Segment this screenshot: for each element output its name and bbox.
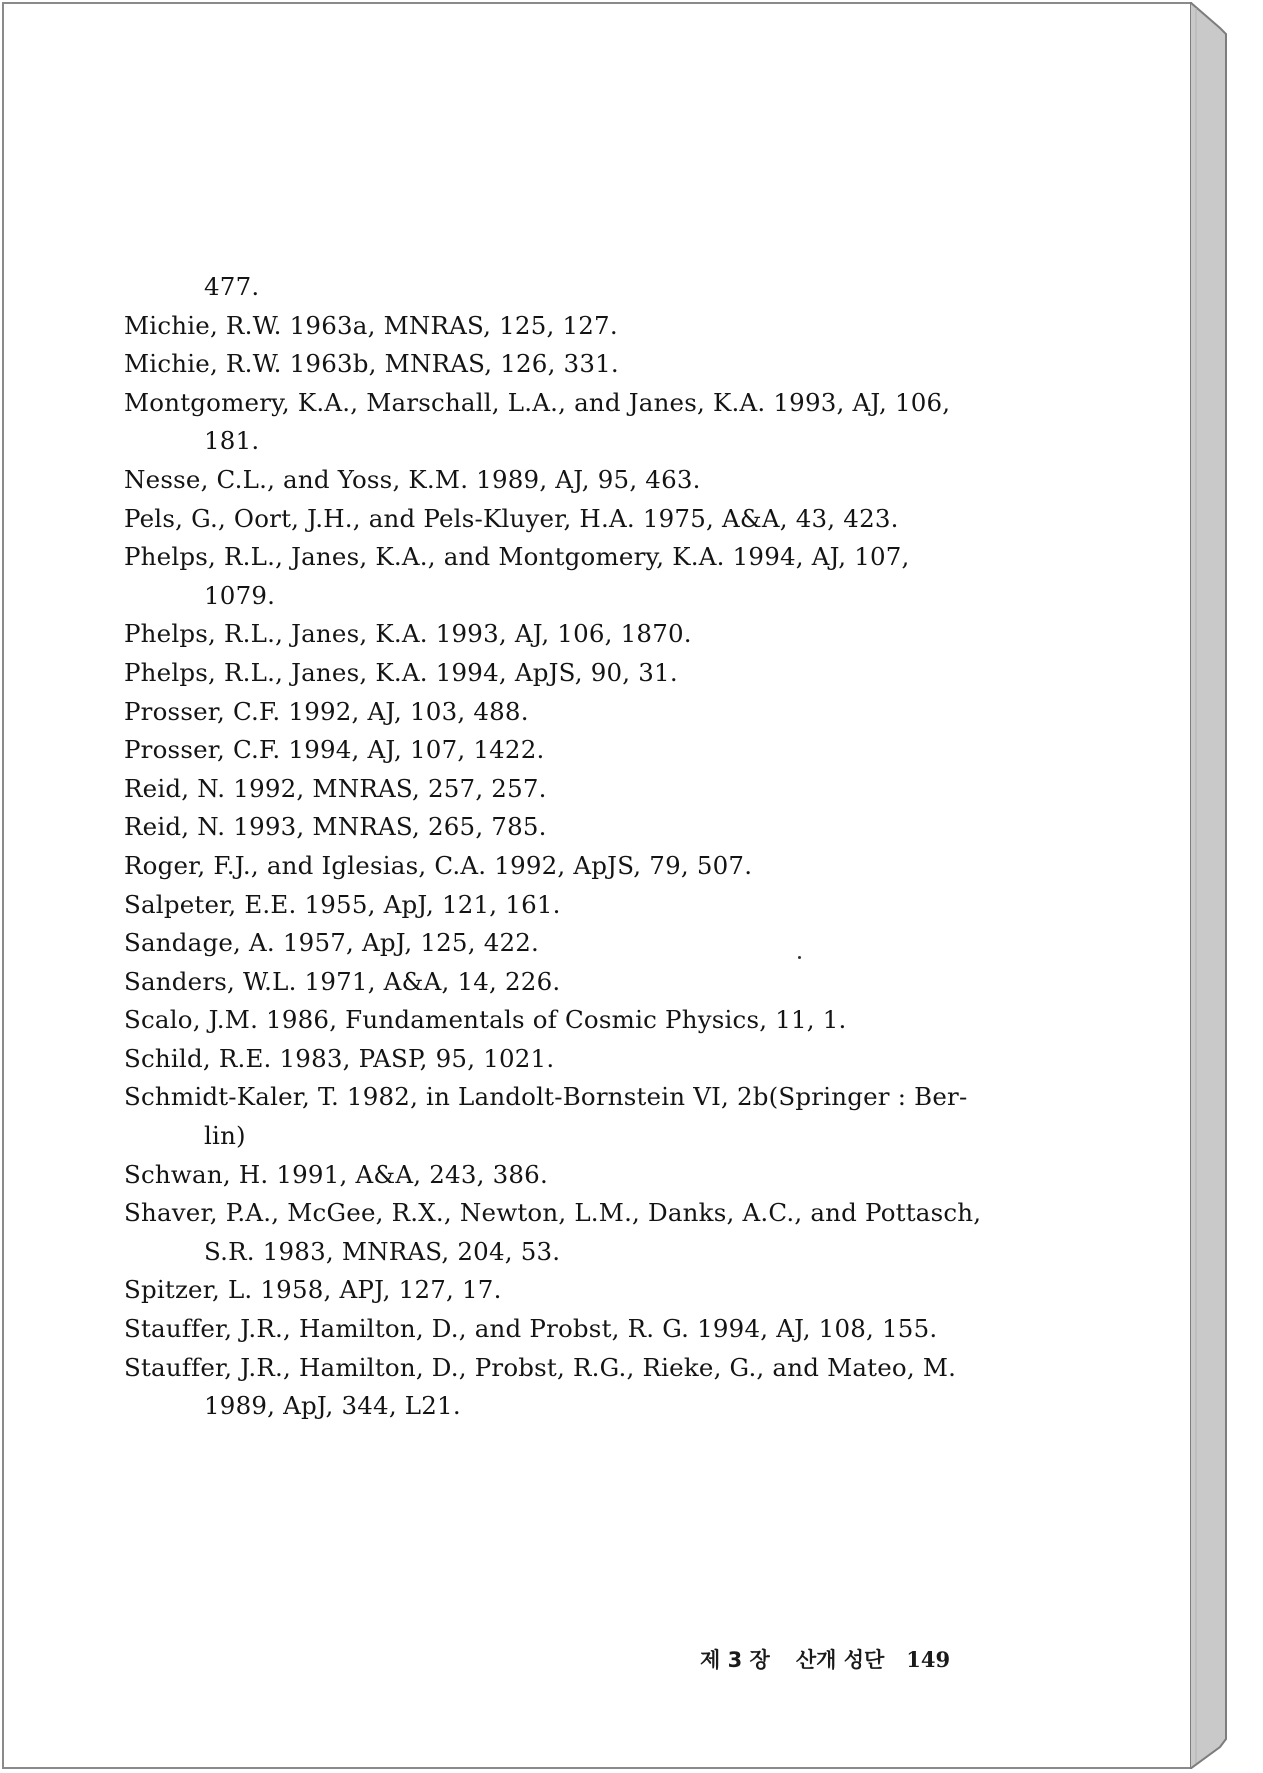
reference-entry: [124, 1271, 1004, 1310]
reference-line: Salpeter, E.E. 1955, ApJ, 121, 161.: [124, 889, 561, 919]
reference-entry: [124, 1349, 1004, 1426]
running-footer: [700, 1644, 950, 1674]
reference-entry: [124, 384, 1004, 461]
reference-entry: [124, 654, 1004, 693]
reference-continuation-line: S.R. 1983, MNRAS, 204, 53.: [204, 1236, 561, 1266]
reference-entry: [124, 770, 1004, 809]
reference-line: Spitzer, L. 1958, APJ, 127, 17.: [124, 1275, 502, 1305]
reference-continuation-line: 181.: [204, 426, 260, 456]
reference-line: Schwan, H. 1991, A&A, 243, 386.: [124, 1159, 548, 1189]
reference-continuation-line: 1989, ApJ, 344, L21.: [204, 1391, 461, 1421]
reference-entry: [124, 886, 1004, 925]
reference-entry: [124, 808, 1004, 847]
reference-line: Reid, N. 1992, MNRAS, 257, 257.: [124, 773, 547, 803]
reference-line: Reid, N. 1993, MNRAS, 265, 785.: [124, 812, 547, 842]
reference-line: Stauffer, J.R., Hamilton, D., Probst, R.G., Rieke, G., and Mateo, M.: [124, 1352, 957, 1382]
reference-list: [124, 268, 1004, 1426]
reference-line: Phelps, R.L., Janes, K.A. 1993, AJ, 106, 1870.: [124, 619, 692, 649]
reference-line: Sandage, A. 1957, ApJ, 125, 422.: [124, 928, 540, 958]
reference-line: Scalo, J.M. 1986, Fundamentals of Cosmic Physics, 11, 1.: [124, 1005, 847, 1035]
reference-entry: [124, 1040, 1004, 1079]
reference-entry: [124, 538, 1004, 615]
reference-line: Schild, R.E. 1983, PASP, 95, 1021.: [124, 1043, 555, 1073]
print-speck: [798, 956, 801, 959]
reference-line: Prosser, C.F. 1994, AJ, 107, 1422.: [124, 735, 545, 765]
reference-entry: [124, 461, 1004, 500]
reference-line: Sanders, W.L. 1971, A&A, 14, 226.: [124, 966, 561, 996]
reference-line: 477.: [204, 272, 260, 301]
reference-entry: [124, 268, 1004, 307]
reference-entry: [124, 847, 1004, 886]
reference-entry: [124, 924, 1004, 963]
reference-line: Pels, G., Oort, J.H., and Pels-Kluyer, H.A. 1975, A&A, 43, 423.: [124, 503, 899, 533]
reference-line: Stauffer, J.R., Hamilton, D., and Probst, R. G. 1994, AJ, 108, 155.: [124, 1314, 938, 1344]
reference-entry: [124, 500, 1004, 539]
reference-entry: [124, 345, 1004, 384]
reference-continuation-line: lin): [204, 1121, 246, 1151]
reference-entry: [124, 693, 1004, 732]
page-number: 149: [906, 1647, 951, 1672]
reference-line: Michie, R.W. 1963a, MNRAS, 125, 127.: [124, 310, 618, 340]
reference-entry: [124, 1001, 1004, 1040]
reference-line: Montgomery, K.A., Marschall, L.A., and Janes, K.A. 1993, AJ, 106,: [124, 387, 951, 417]
chapter-label: 제 3 장: [700, 1648, 770, 1672]
reference-entry: [124, 1078, 1004, 1155]
reference-entry: [124, 1156, 1004, 1195]
reference-line: Nesse, C.L., and Yoss, K.M. 1989, AJ, 95, 463.: [124, 464, 701, 494]
reference-line: Schmidt-Kaler, T. 1982, in Landolt-Bornstein VI, 2b(Springer : Ber-: [124, 1082, 968, 1112]
reference-line: Prosser, C.F. 1992, AJ, 103, 488.: [124, 696, 529, 726]
reference-entry: [124, 1310, 1004, 1349]
reference-entry: [124, 307, 1004, 346]
reference-entry: [124, 1194, 1004, 1271]
reference-entry: [124, 731, 1004, 770]
reference-line: Shaver, P.A., McGee, R.X., Newton, L.M., Danks, A.C., and Pottasch,: [124, 1198, 982, 1228]
reference-continuation-line: 1079.: [204, 580, 276, 610]
reference-entry: [124, 963, 1004, 1002]
page-fore-edge: [1190, 2, 1230, 1769]
reference-line: Phelps, R.L., Janes, K.A. 1994, ApJS, 90, 31.: [124, 657, 678, 687]
reference-line: Michie, R.W. 1963b, MNRAS, 126, 331.: [124, 349, 619, 379]
reference-line: Phelps, R.L., Janes, K.A., and Montgomery, K.A. 1994, AJ, 107,: [124, 542, 910, 572]
reference-line: Roger, F.J., and Iglesias, C.A. 1992, ApJS, 79, 507.: [124, 850, 753, 880]
chapter-title: 산개 성단: [795, 1648, 885, 1672]
reference-entry: [124, 615, 1004, 654]
